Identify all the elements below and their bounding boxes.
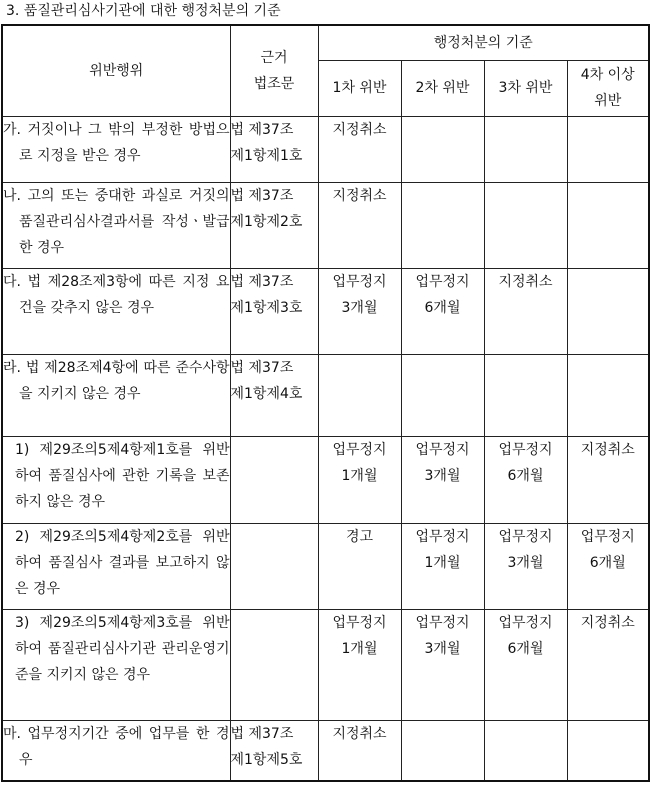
penalty-text: 업무정지: [498, 614, 553, 631]
basis-cell: [230, 523, 318, 609]
penalty-period: 3개월: [507, 554, 544, 571]
penalty-period: 1개월: [424, 554, 461, 571]
penalty-text: 업무정지: [415, 614, 470, 631]
penalty-period: 6개월: [507, 640, 544, 657]
penalty-text: 지정취소: [580, 442, 635, 459]
basis-line-1: 법 제37조: [230, 360, 294, 377]
penalty-text: 업무정지: [415, 273, 470, 290]
basis-line-1: 법 제37조: [230, 726, 294, 743]
basis-cell: [230, 721, 318, 781]
penalty-standards-table: [1, 24, 650, 782]
penalty-period: 3개월: [341, 299, 378, 316]
penalty-period: 6개월: [424, 299, 461, 316]
penalty-fourth-cell: [567, 182, 649, 268]
violation-text: 다. 법 제28조제3항에 따른 지정 요건을 갖추지 않은 경우: [3, 273, 230, 316]
penalty-third-cell: [484, 355, 567, 437]
header-fourth-line-1: 4차 이상: [580, 67, 635, 83]
penalty-fourth-cell: [567, 355, 649, 437]
penalty-first-cell: [318, 721, 401, 781]
penalty-text: 업무정지: [580, 528, 635, 545]
basis-line-2: 제1항제1호: [230, 147, 303, 164]
penalty-first-cell: [318, 268, 401, 354]
basis-line-2: 제1항제5호: [230, 752, 303, 769]
penalty-second-cell: [401, 437, 484, 523]
penalty-text: 경고: [345, 528, 374, 545]
header-row-top: [2, 25, 649, 60]
violation-cell: [2, 268, 230, 354]
table-row: [2, 355, 649, 437]
violation-text: 나. 고의 또는 중대한 과실로 거짓의 품질관리심사결과서를 작성ㆍ발급한 경우: [3, 187, 230, 256]
penalty-third-cell: [484, 268, 567, 354]
penalty-period: 1개월: [341, 468, 378, 485]
violation-text: 1) 제29조의5제4항제1호를 위반하여 품질심사에 관한 기록을 보존하지 않은 경우: [15, 442, 230, 511]
penalty-period: 3개월: [424, 640, 461, 657]
basis-line-2: 제1항제4호: [230, 386, 303, 403]
violation-text: 2) 제29조의5제4항제2호를 위반하여 품질심사 결과를 보고하지 않은 경우: [15, 528, 230, 597]
penalty-second-cell: [401, 182, 484, 268]
violation-cell: [2, 523, 230, 609]
violation-text: 3) 제29조의5제4항제3호를 위반하여 품질관리심사기관 관리운영기준을 지키지 않은 경우: [15, 614, 230, 683]
basis-line-1: 법 제37조: [230, 121, 294, 138]
header-basis-line-2: 법조문: [253, 75, 295, 92]
basis-line-2: 제1항제2호: [230, 213, 303, 230]
penalty-third-cell: [484, 523, 567, 609]
penalty-second-cell: [401, 355, 484, 437]
penalty-fourth-cell: [567, 609, 649, 720]
penalty-first-cell: [318, 609, 401, 720]
penalty-period: 1개월: [341, 640, 378, 657]
table-row: [2, 523, 649, 609]
basis-cell: [230, 182, 318, 268]
penalty-text: 업무정지: [332, 273, 387, 290]
penalty-text: 업무정지: [415, 442, 470, 459]
penalty-fourth-cell: [567, 523, 649, 609]
basis-line-1: 법 제37조: [230, 273, 294, 290]
penalty-text: 업무정지: [332, 442, 387, 459]
table-row: [2, 116, 649, 182]
penalty-third-cell: [484, 182, 567, 268]
penalty-text: 업무정지: [332, 614, 387, 631]
penalty-period: 3개월: [424, 468, 461, 485]
penalty-fourth-cell: [567, 268, 649, 354]
penalty-third-cell: [484, 437, 567, 523]
table-row: [2, 268, 649, 354]
penalty-first-cell: [318, 523, 401, 609]
header-first-violation: 1차 위반: [318, 60, 401, 116]
header-fourth-violation: [567, 60, 649, 116]
penalty-second-cell: [401, 523, 484, 609]
penalty-first-cell: [318, 437, 401, 523]
table-row: [2, 721, 649, 781]
penalty-text: 지정취소: [332, 121, 387, 138]
penalty-first-cell: [318, 182, 401, 268]
penalty-text: 지정취소: [332, 726, 387, 743]
violation-cell: [2, 182, 230, 268]
basis-line-2: 제1항제3호: [230, 299, 303, 316]
document-title: 3. 품질관리심사기관에 대한 행정처분의 기준: [6, 3, 281, 19]
violation-text: 가. 거짓이나 그 밖의 부정한 방법으로 지정을 받은 경우: [3, 121, 230, 164]
penalty-fourth-cell: [567, 116, 649, 182]
penalty-second-cell: [401, 268, 484, 354]
penalty-third-cell: [484, 116, 567, 182]
header-third-violation: 3차 위반: [484, 60, 567, 116]
basis-cell: [230, 268, 318, 354]
basis-cell: [230, 116, 318, 182]
violation-cell: [2, 721, 230, 781]
penalty-text: 업무정지: [498, 442, 553, 459]
header-basis-line-1: 근거: [260, 49, 288, 66]
header-violation: 위반행위: [2, 25, 230, 116]
header-basis: [230, 25, 318, 116]
header-fourth-line-2: 위반: [594, 93, 622, 109]
penalty-fourth-cell: [567, 721, 649, 781]
header-second-violation: 2차 위반: [401, 60, 484, 116]
penalty-second-cell: [401, 721, 484, 781]
penalty-third-cell: [484, 609, 567, 720]
header-penalty-group: 행정처분의 기준: [318, 25, 649, 60]
basis-line-1: 법 제37조: [230, 187, 294, 204]
penalty-first-cell: [318, 116, 401, 182]
penalty-period: 6개월: [507, 468, 544, 485]
basis-cell: [230, 609, 318, 720]
violation-text: 라. 법 제28조제4항에 따른 준수사항을 지키지 않은 경우: [3, 360, 230, 403]
table-row: [2, 437, 649, 523]
penalty-first-cell: [318, 355, 401, 437]
penalty-fourth-cell: [567, 437, 649, 523]
basis-cell: [230, 355, 318, 437]
violation-cell: [2, 437, 230, 523]
violation-cell: [2, 355, 230, 437]
penalty-third-cell: [484, 721, 567, 781]
violation-text: 마. 업무정지기간 중에 업무를 한 경우: [3, 726, 230, 769]
violation-cell: [2, 609, 230, 720]
penalty-text: 업무정지: [498, 528, 553, 545]
penalty-text: 지정취소: [332, 187, 387, 204]
penalty-second-cell: [401, 116, 484, 182]
penalty-second-cell: [401, 609, 484, 720]
table-row: [2, 609, 649, 720]
violation-cell: [2, 116, 230, 182]
penalty-period: 6개월: [589, 554, 626, 571]
penalty-text: 지정취소: [580, 614, 635, 631]
penalty-text: 업무정지: [415, 528, 470, 545]
table-row: [2, 182, 649, 268]
penalty-text: 지정취소: [498, 273, 553, 290]
basis-cell: [230, 437, 318, 523]
